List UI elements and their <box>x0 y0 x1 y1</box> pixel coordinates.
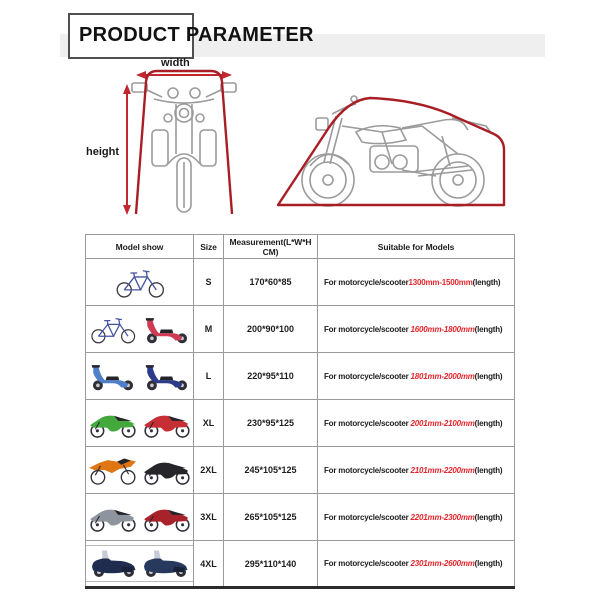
side-view-motorcycle-diagram <box>272 74 512 224</box>
measurement-value: 220*95*110 <box>224 353 318 400</box>
size-value: XL <box>194 400 224 447</box>
suitable-text: For motorcycle/scooter 2301mm-2600mm(length) <box>318 541 515 588</box>
suitable-text: For motorcycle/scooter 2201mm-2300mm(length) <box>318 494 515 541</box>
size-value: 3XL <box>194 494 224 541</box>
size-value: 4XL <box>194 541 224 588</box>
suitable-text: For motorcycle/scooter 1801mm-2000mm(length) <box>318 353 515 400</box>
col-header-model-show: Model show <box>86 235 194 259</box>
bicycle-image <box>110 264 170 300</box>
col-header-measurement: Measurement(L*W*H CM) <box>224 235 318 259</box>
model-show-cell <box>86 353 194 400</box>
table-header-row <box>86 235 515 259</box>
suitable-text: For motorcycle/scooter 2001mm-2100mm(length) <box>318 400 515 447</box>
size-table <box>85 234 515 589</box>
motorcycle-image <box>141 453 193 487</box>
size-value: M <box>194 306 224 353</box>
model-show-cell <box>86 447 194 494</box>
bicycle-image <box>87 312 139 346</box>
suitable-text: For motorcycle/scooter1300mm-1500mm(length) <box>318 259 515 306</box>
measurement-value: 265*105*125 <box>224 494 318 541</box>
front-view-motorcycle-diagram <box>128 66 240 218</box>
table-row-4xl <box>86 541 515 588</box>
sportbike-image <box>87 406 139 440</box>
table-row-s <box>86 259 515 306</box>
col-header-size: Size <box>194 235 224 259</box>
length-range: 2101mm-2200mm <box>410 465 475 475</box>
measurement-value: 245*105*125 <box>224 447 318 494</box>
dirtbike-image <box>87 453 139 487</box>
size-value: 2XL <box>194 447 224 494</box>
length-range: 2201mm-2300mm <box>410 512 475 522</box>
measurement-value: 200*90*100 <box>224 306 318 353</box>
length-range: 2001mm-2100mm <box>410 418 475 428</box>
length-range: 2301mm-2600mm <box>410 559 475 568</box>
suitable-text: For motorcycle/scooter 1600mm-1800mm(length) <box>318 306 515 353</box>
scooter-image <box>141 312 193 346</box>
measurement-value: 295*110*140 <box>224 541 318 588</box>
cruiser-image <box>89 547 139 580</box>
measurement-value: 170*60*85 <box>224 259 318 306</box>
model-show-cell <box>86 400 194 447</box>
table-row-m <box>86 306 515 353</box>
table-row-3xl <box>86 494 515 541</box>
moped-image <box>87 359 139 393</box>
photo-frame <box>86 545 194 582</box>
width-label: width <box>161 57 190 69</box>
page-title: PRODUCT PARAMETER <box>79 24 314 46</box>
suitable-text: For motorcycle/scooter 2101mm-2200mm(length) <box>318 447 515 494</box>
length-range: 1300mm-1500mm <box>408 277 473 287</box>
model-show-cell <box>86 494 194 541</box>
touring-bike-image <box>87 500 139 534</box>
table-row-xl <box>86 400 515 447</box>
table-row-l <box>86 353 515 400</box>
size-value: S <box>194 259 224 306</box>
model-show-cell <box>86 541 194 588</box>
model-show-cell <box>86 259 194 306</box>
height-label: height <box>86 146 119 158</box>
table-row-2xl <box>86 447 515 494</box>
length-range: 1600mm-1800mm <box>410 324 475 334</box>
model-show-cell <box>86 306 194 353</box>
cruiser-image <box>141 547 191 580</box>
scooter-image <box>141 359 193 393</box>
sportbike-image <box>141 406 193 440</box>
size-value: L <box>194 353 224 400</box>
touring-bike-image <box>141 500 193 534</box>
col-header-suitable: Suitable for Models <box>318 235 515 259</box>
length-range: 1801mm-2000mm <box>410 371 475 381</box>
measurement-value: 230*95*125 <box>224 400 318 447</box>
